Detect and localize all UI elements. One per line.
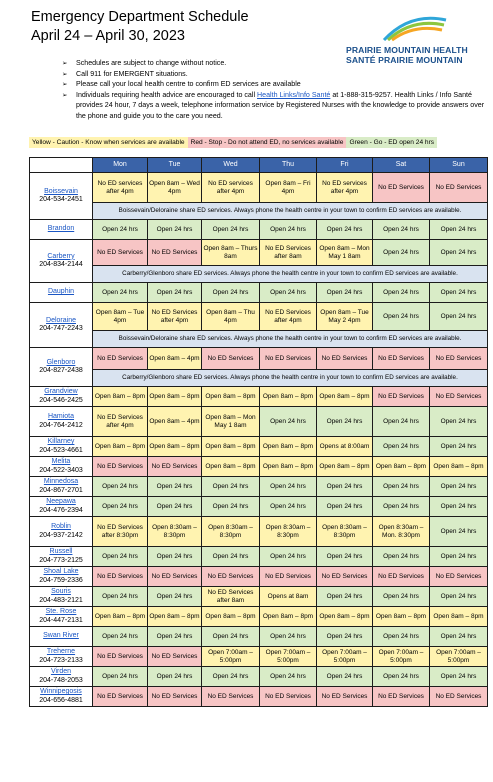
schedule-cell: Open 24 hrs	[373, 407, 430, 437]
schedule-cell: Open 8am – 8pm	[148, 387, 202, 407]
location-cell	[30, 173, 93, 220]
schedule-cell: Open 24 hrs	[373, 667, 430, 687]
schedule-cell: Open 8am – 8pm	[202, 387, 260, 407]
schedule-cell: No ED Services	[373, 387, 430, 407]
location-link[interactable]: Treherne	[46, 648, 76, 655]
table-row	[30, 647, 488, 667]
location-phone: 204-867-2701	[39, 486, 83, 494]
location-cell	[30, 627, 93, 647]
table-row	[30, 587, 488, 607]
schedule-cell: Open 24 hrs	[260, 407, 317, 437]
schedule-cell: Open 24 hrs	[317, 477, 373, 497]
table-row	[30, 667, 488, 687]
day-header: Sun	[430, 158, 488, 173]
location-phone: 204-747-2243	[39, 325, 83, 332]
day-header: Fri	[317, 158, 373, 173]
location-cell	[30, 667, 93, 687]
schedule-cell: No ED Services	[317, 687, 373, 707]
table-row	[30, 497, 488, 517]
schedule-cell: No ED Services after 4pm	[148, 303, 202, 331]
schedule-cell: Open 7:00am – 5:00pm	[373, 647, 430, 667]
notes-list	[62, 58, 487, 121]
location-link[interactable]: Carberry	[47, 252, 75, 260]
schedule-cell: Open 24 hrs	[93, 283, 148, 303]
schedule-cell: Open 8:30am – 8:30pm	[148, 517, 202, 547]
schedule-cell: Open 8am – 8pm	[93, 387, 148, 407]
schedule-cell: Open 8am – Thurs 8am	[202, 240, 260, 266]
schedule-cell: No ED Services	[202, 687, 260, 707]
schedule-cell: No ED services after 4pm	[202, 173, 260, 203]
day-header: Tue	[148, 158, 202, 173]
table-row	[30, 627, 488, 647]
schedule-cell: Open 24 hrs	[430, 407, 488, 437]
schedule-cell: No ED Services	[202, 567, 260, 587]
location-cell	[30, 220, 93, 240]
schedule-cell: No ED Services	[430, 173, 488, 203]
location-link[interactable]: Killarney	[47, 438, 75, 445]
schedule-cell: Open 8am – 8pm	[202, 437, 260, 457]
logo-text-english: PRAIRIE MOUNTAIN HEALTH	[346, 45, 468, 55]
note-item	[62, 90, 487, 122]
schedule-cell: Open 8am – 8pm	[317, 387, 373, 407]
schedule-cell: Open 24 hrs	[430, 547, 488, 567]
schedule-cell: No ED Services	[373, 567, 430, 587]
location-cell	[30, 387, 93, 407]
page-title: Emergency Department Schedule	[31, 9, 249, 25]
note-row	[30, 203, 488, 220]
schedule-cell: Open 24 hrs	[260, 283, 317, 303]
schedule-cell: Open 24 hrs	[373, 497, 430, 517]
schedule-cell: Open 24 hrs	[317, 587, 373, 607]
schedule-cell: Open 8am – 8pm	[260, 387, 317, 407]
location-cell	[30, 547, 93, 567]
schedule-cell: Open 24 hrs	[430, 477, 488, 497]
location-phone: 204-483-2121	[39, 596, 83, 604]
schedule-cell: No ED Services	[373, 173, 430, 203]
header-row	[30, 158, 488, 173]
location-phone: 204-759-2336	[39, 576, 83, 584]
schedule-cell: Open 8am – 8pm	[430, 607, 488, 627]
schedule-cell: Open 8am – Mon May 1 8am	[317, 240, 373, 266]
schedule-cell: No ED Services	[202, 348, 260, 370]
schedule-cell: Open 24 hrs	[317, 667, 373, 687]
schedule-cell: Open 8:30am – 8:30pm	[317, 517, 373, 547]
table-row	[30, 407, 488, 437]
schedule-cell: No ED Services	[148, 567, 202, 587]
schedule-cell: Open 24 hrs	[93, 220, 148, 240]
table-row	[30, 303, 488, 331]
location-link[interactable]: Melita	[51, 458, 71, 465]
schedule-cell: No ED Services after 8am	[260, 240, 317, 266]
location-link[interactable]: Glenboro	[46, 358, 76, 366]
schedule-cell: Open 24 hrs	[317, 283, 373, 303]
schedule-cell: No ED Services	[93, 240, 148, 266]
note-item: ➢ Call 911 for EMERGENT situations.	[62, 69, 487, 80]
schedule-cell: No ED Services	[148, 647, 202, 667]
location-link[interactable]: Hamiota	[47, 413, 75, 420]
location-cell	[30, 477, 93, 497]
schedule-cell: Open 24 hrs	[93, 477, 148, 497]
note-text: Individuals requiring health advice are encouraged to call	[76, 90, 258, 99]
schedule-cell: No ED Services	[148, 687, 202, 707]
schedule-cell: Open 8am – Mon May 1 8am	[202, 407, 260, 437]
schedule-cell: Open 24 hrs	[260, 627, 317, 647]
schedule-cell: No ED Services	[93, 348, 148, 370]
location-phone: 204-523-4661	[39, 446, 83, 454]
schedule-cell: Open 24 hrs	[148, 283, 202, 303]
schedule-cell: Open 24 hrs	[430, 627, 488, 647]
shared-services-note: Carberry/Glenboro share ED services. Always phone the health centre in your town to confirm ED services are available.	[93, 266, 488, 283]
day-header: Wed	[202, 158, 260, 173]
shared-services-note: Boissevain/Deloraine share ED services. Always phone the health centre in your town to confirm ED services are available.	[93, 331, 488, 348]
schedule-cell: Open 24 hrs	[202, 547, 260, 567]
schedule-cell: Open 24 hrs	[93, 667, 148, 687]
schedule-cell: No ED Services	[317, 567, 373, 587]
schedule-cell: Open 24 hrs	[430, 283, 488, 303]
schedule-cell: Open 8am – 8pm	[373, 607, 430, 627]
table-row	[30, 348, 488, 370]
schedule-cell: Open 24 hrs	[430, 667, 488, 687]
schedule-cell: Open 24 hrs	[317, 547, 373, 567]
schedule-cell: Open 8am – Wed 4pm	[148, 173, 202, 203]
schedule-cell: Open 24 hrs	[93, 547, 148, 567]
note-row	[30, 266, 488, 283]
schedule-cell: Open 24 hrs	[373, 303, 430, 331]
schedule-cell: Open 24 hrs	[373, 477, 430, 497]
schedule-cell: No ED Services	[148, 240, 202, 266]
color-legend	[29, 137, 437, 148]
schedule-cell: Open 24 hrs	[148, 477, 202, 497]
location-link[interactable]: Russell	[49, 548, 73, 555]
schedule-cell: Open 24 hrs	[430, 587, 488, 607]
schedule-cell: Open 8am – 8pm	[148, 607, 202, 627]
schedule-cell: No ED Services	[430, 687, 488, 707]
table-row	[30, 387, 488, 407]
location-link[interactable]: Swan River	[43, 632, 79, 640]
schedule-cell: Open 8am – Tue 4pm	[93, 303, 148, 331]
location-phone: 204-534-2451	[39, 196, 83, 203]
location-link[interactable]: Souris	[51, 588, 71, 595]
schedule-cell: No ED Services	[260, 687, 317, 707]
schedule-cell: Open 24 hrs	[373, 547, 430, 567]
schedule-cell: Open 24 hrs	[148, 547, 202, 567]
schedule-cell: No ED Services	[93, 647, 148, 667]
schedule-table	[29, 157, 488, 707]
location-cell	[30, 348, 93, 387]
schedule-cell: Open 24 hrs	[202, 497, 260, 517]
location-link[interactable]: Ste. Rose	[45, 608, 77, 615]
schedule-cell: Opens at 8am	[260, 587, 317, 607]
table-row	[30, 240, 488, 266]
schedule-cell: Open 8am – 8pm	[93, 437, 148, 457]
schedule-cell: Open 8am – 8pm	[317, 457, 373, 477]
schedule-cell: No ED Services after 4pm	[93, 407, 148, 437]
schedule-cell: No ED Services	[430, 387, 488, 407]
location-cell	[30, 567, 93, 587]
legend-green: Green - Go - ED open 24 hrs	[346, 137, 437, 148]
note-row	[30, 370, 488, 387]
schedule-cell: Open 24 hrs	[430, 303, 488, 331]
shared-services-note: Boissevain/Deloraine share ED services. Always phone the health centre in your town to confirm ED services are available.	[93, 203, 488, 220]
schedule-cell: Open 8am – 8pm	[260, 457, 317, 477]
schedule-cell: Open 7:00am – 5:00pm	[260, 647, 317, 667]
schedule-cell: Open 24 hrs	[260, 477, 317, 497]
schedule-cell: Open 24 hrs	[148, 497, 202, 517]
legend-yellow: Yellow - Caution - Know when services are available	[29, 137, 188, 148]
location-link[interactable]: Neepawa	[46, 498, 76, 505]
schedule-cell: Opens at 8:00am	[317, 437, 373, 457]
schedule-cell: Open 24 hrs	[202, 477, 260, 497]
table-row	[30, 173, 488, 203]
location-cell	[30, 283, 93, 303]
schedule-cell: No ED Services	[93, 687, 148, 707]
location-link[interactable]: Minnedosa	[43, 478, 79, 485]
schedule-cell: Open 8am – 8pm	[317, 607, 373, 627]
location-phone: 204-522-3403	[39, 466, 83, 474]
table-row	[30, 477, 488, 497]
schedule-cell: Open 24 hrs	[373, 220, 430, 240]
schedule-cell: No ED Services after 8am	[202, 587, 260, 607]
schedule-cell: Open 8am – Thu 4pm	[202, 303, 260, 331]
schedule-cell: Open 24 hrs	[430, 240, 488, 266]
location-link[interactable]: Roblin	[51, 523, 71, 530]
schedule-cell: Open 24 hrs	[202, 667, 260, 687]
schedule-cell: Open 24 hrs	[202, 283, 260, 303]
note-row	[30, 331, 488, 348]
schedule-body	[30, 173, 488, 707]
table-row	[30, 517, 488, 547]
location-cell	[30, 457, 93, 477]
schedule-cell: No ED Services after 4pm	[260, 303, 317, 331]
schedule-cell: Open 24 hrs	[148, 220, 202, 240]
schedule-cell: Open 24 hrs	[317, 497, 373, 517]
schedule-cell: Open 24 hrs	[373, 240, 430, 266]
location-cell	[30, 303, 93, 348]
schedule-cell: Open 7:00am – 5:00pm	[202, 647, 260, 667]
location-phone: 204-834-2144	[39, 261, 83, 268]
schedule-cell: No ED Services	[317, 348, 373, 370]
note-item: ➢ Schedules are subject to change without notice.	[62, 58, 487, 69]
schedule-cell: Open 24 hrs	[317, 627, 373, 647]
schedule-cell: Open 24 hrs	[260, 547, 317, 567]
schedule-cell: No ED Services	[373, 687, 430, 707]
schedule-cell: Open 24 hrs	[430, 497, 488, 517]
location-link[interactable]: Boissevain	[44, 187, 78, 195]
schedule-cell: No ED Services	[260, 348, 317, 370]
schedule-cell: Open 24 hrs	[148, 587, 202, 607]
schedule-cell: Open 24 hrs	[202, 627, 260, 647]
location-phone: 204-764-2412	[39, 421, 83, 429]
schedule-cell: Open 24 hrs	[373, 627, 430, 647]
schedule-cell: Open 8am – Fri 4pm	[260, 173, 317, 203]
schedule-cell: Open 8am – 8pm	[202, 457, 260, 477]
schedule-cell: Open 8am – 8pm	[373, 457, 430, 477]
day-header: Thu	[260, 158, 317, 173]
schedule-cell: Open 8:30am – 8:30pm	[260, 517, 317, 547]
logo-text-french: SANTÉ PRAIRIE MOUNTAIN	[346, 55, 463, 65]
schedule-cell: Open 8am – 4pm	[148, 407, 202, 437]
swoosh-icon	[382, 12, 448, 42]
location-link[interactable]: Grandview	[44, 388, 78, 395]
schedule-cell: No ED services after 4pm	[317, 173, 373, 203]
date-range: April 24 – April 30, 2023	[31, 28, 185, 44]
day-header: Mon	[93, 158, 148, 173]
location-cell	[30, 687, 93, 707]
shared-services-note: Carberry/Glenboro share ED services. Always phone the health centre in your town to confirm ED services are available.	[93, 370, 488, 387]
location-link[interactable]: Dauphin	[47, 288, 75, 296]
location-cell	[30, 607, 93, 627]
schedule-cell: Open 8am – 8pm	[260, 437, 317, 457]
schedule-cell: Open 8am – Tue May 2 4pm	[317, 303, 373, 331]
schedule-cell: Open 24 hrs	[202, 220, 260, 240]
table-row	[30, 457, 488, 477]
schedule-cell: Open 8am – 8pm	[430, 457, 488, 477]
schedule-cell: Open 24 hrs	[373, 283, 430, 303]
location-cell	[30, 407, 93, 437]
schedule-cell: No ED services after 4pm	[93, 173, 148, 203]
location-link[interactable]: Virden	[50, 668, 72, 675]
location-cell	[30, 497, 93, 517]
location-phone: 204-827-2438	[39, 367, 83, 374]
location-cell	[30, 587, 93, 607]
schedule-cell: Open 8am – 4pm	[148, 348, 202, 370]
table-row	[30, 437, 488, 457]
note-item: ➢ Please call your local health centre to confirm ED services are available	[62, 79, 487, 90]
table-row	[30, 687, 488, 707]
schedule-cell: Open 8am – 8pm	[93, 607, 148, 627]
table-row	[30, 283, 488, 303]
schedule-cell: No ED Services	[430, 567, 488, 587]
schedule-cell: Open 24 hrs	[373, 587, 430, 607]
schedule-cell: No ED Services	[148, 457, 202, 477]
location-cell	[30, 240, 93, 283]
schedule-cell: Open 8am – 8pm	[260, 607, 317, 627]
location-link[interactable]: Shoal Lake	[43, 568, 79, 575]
location-link[interactable]: Deloraine	[46, 316, 76, 324]
note-text: at 1-888-315-9257. Health Links / Info Santé provides 24 hour, 7 days a week, telephone information service by Registered Nurses with the knowledge to provide answers over the phone and guide you to the care you need.	[76, 90, 485, 120]
location-cell	[30, 437, 93, 457]
schedule-cell: Open 24 hrs	[260, 220, 317, 240]
schedule-cell: Open 8am – 8pm	[148, 437, 202, 457]
location-cell	[30, 517, 93, 547]
schedule-cell: Open 24 hrs	[430, 517, 488, 547]
table-row	[30, 567, 488, 587]
schedule-cell: No ED Services after 8:30pm	[93, 517, 148, 547]
schedule-cell: No ED Services	[93, 567, 148, 587]
location-link[interactable]: Winnipegosis	[40, 688, 82, 695]
schedule-cell: Open 8:30am – 8:30pm	[202, 517, 260, 547]
location-phone: 204-937-2142	[39, 531, 83, 539]
schedule-cell: Open 24 hrs	[260, 497, 317, 517]
table-row	[30, 220, 488, 240]
location-phone: 204-656-4881	[39, 696, 83, 704]
schedule-cell: Open 24 hrs	[430, 437, 488, 457]
legend-red: Red - Stop - Do not attend ED, no services available	[188, 137, 347, 148]
schedule-cell: Open 24 hrs	[260, 667, 317, 687]
schedule-cell: Open 8:30am – Mon. 8:30pm	[373, 517, 430, 547]
location-link[interactable]: Brandon	[47, 225, 75, 233]
schedule-cell: No ED Services	[93, 457, 148, 477]
table-row	[30, 547, 488, 567]
schedule-cell: Open 24 hrs	[93, 587, 148, 607]
schedule-cell: Open 24 hrs	[430, 220, 488, 240]
schedule-cell: No ED Services	[430, 348, 488, 370]
schedule-cell: Open 24 hrs	[148, 667, 202, 687]
location-phone: 204-773-2125	[39, 556, 83, 564]
schedule-cell: Open 24 hrs	[373, 437, 430, 457]
schedule-cell: Open 24 hrs	[93, 627, 148, 647]
schedule-cell: Open 24 hrs	[317, 407, 373, 437]
health-links-link[interactable]: Health Links/Info Santé	[257, 90, 331, 99]
schedule-cell: Open 24 hrs	[317, 220, 373, 240]
location-cell	[30, 647, 93, 667]
location-phone: 204-476-2394	[39, 506, 83, 514]
schedule-cell: Open 7:00am – 5:00pm	[430, 647, 488, 667]
location-phone: 204-748-2053	[39, 676, 83, 684]
table-row	[30, 607, 488, 627]
location-phone: 204-723-2133	[39, 656, 83, 664]
header-corner-cell	[30, 158, 93, 173]
location-phone: 204-546-2425	[39, 396, 83, 404]
day-header: Sat	[373, 158, 430, 173]
schedule-cell: Open 24 hrs	[148, 627, 202, 647]
schedule-cell: No ED Services	[260, 567, 317, 587]
schedule-cell: No ED Services	[373, 348, 430, 370]
location-phone: 204-447-2131	[39, 616, 83, 624]
schedule-cell: Open 24 hrs	[93, 497, 148, 517]
schedule-cell: Open 7:00am – 5:00pm	[317, 647, 373, 667]
schedule-cell: Open 8am – 8pm	[202, 607, 260, 627]
